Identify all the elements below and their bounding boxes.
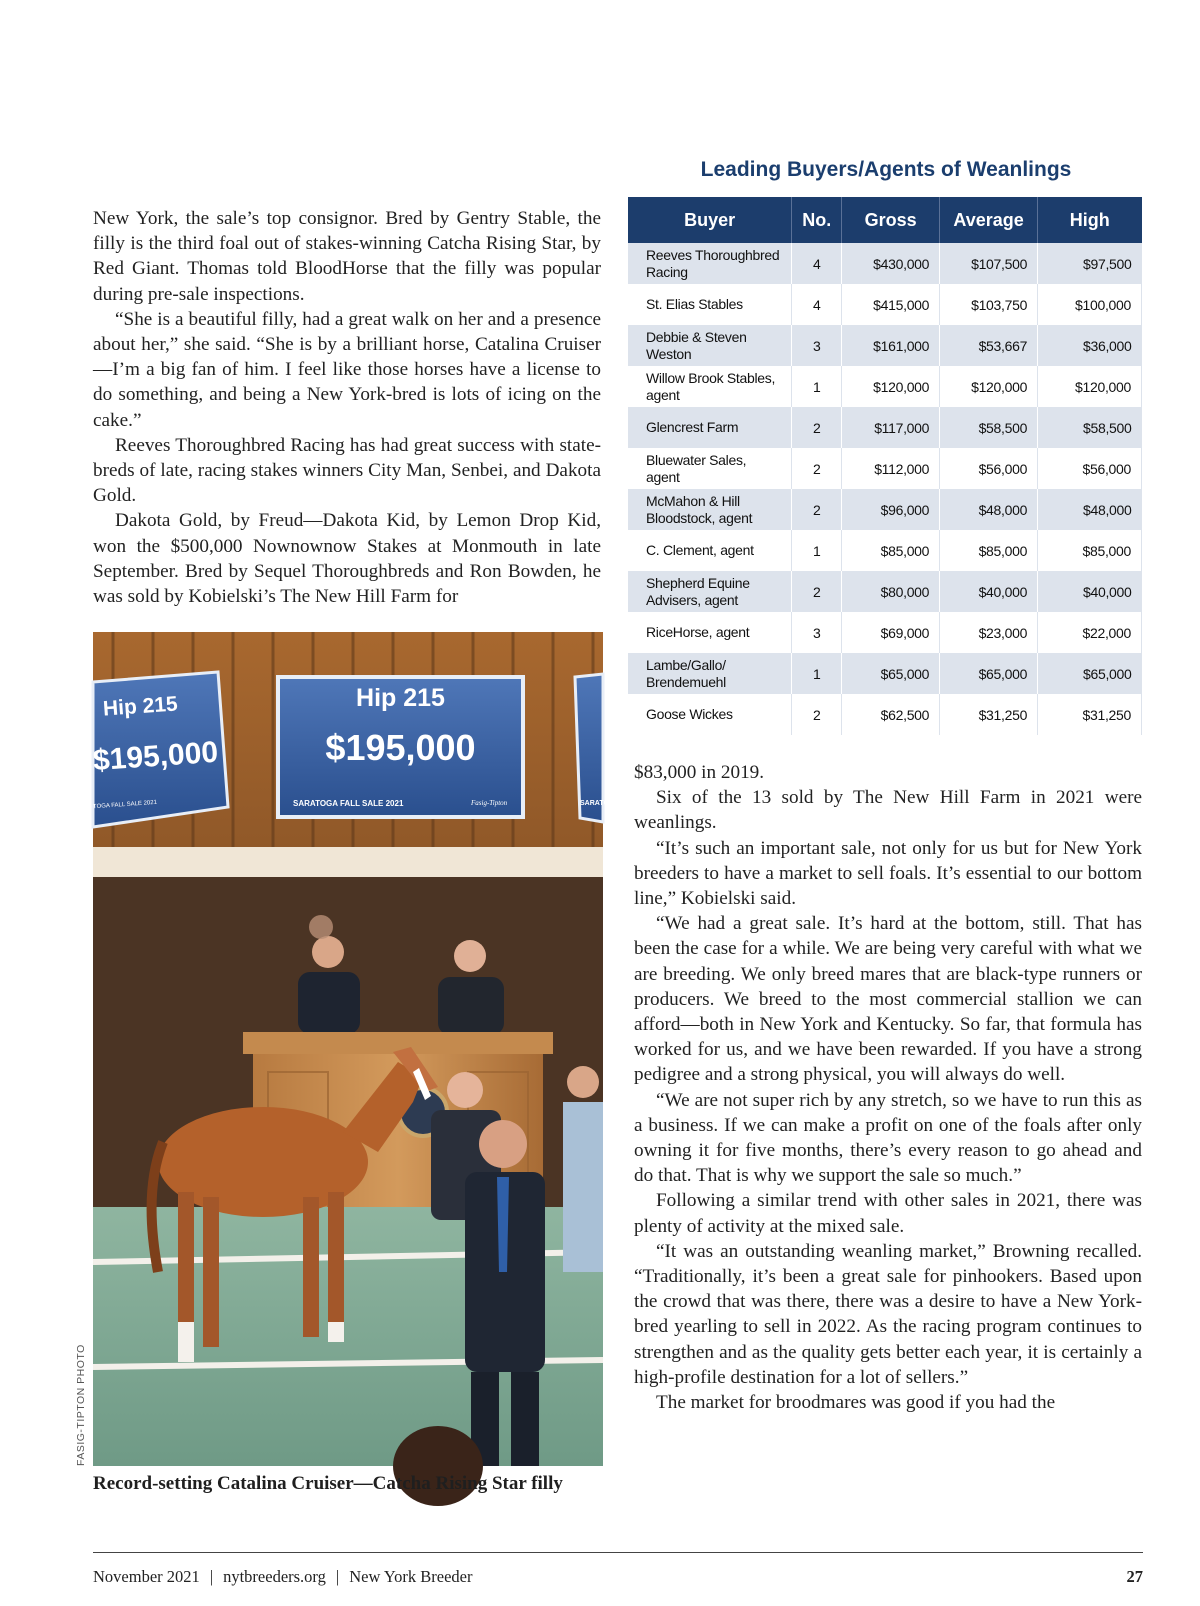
screen-left-sale: TOGA FALL SALE 2021 — [92, 799, 158, 811]
paragraph: Reeves Thoroughbred Racing has had great success with state-breds of late, racing stakes winners City Man, Senbei, and Dakota Gold. — [93, 434, 601, 507]
table-row — [628, 653, 1142, 694]
screen-left-hip: Hip 215 — [102, 692, 179, 721]
table-row — [628, 243, 1142, 284]
table-row — [628, 489, 1142, 530]
cell-no: 1 — [792, 653, 842, 694]
footer-date: November 2021 — [93, 1567, 200, 1586]
paragraph: Six of the 13 sold by The New Hill Farm in 2021 were weanlings. — [634, 787, 1142, 834]
cell-high: $48,000 — [1038, 489, 1142, 530]
table-row — [628, 325, 1142, 366]
cell-gross: $120,000 — [842, 366, 940, 407]
header-buyer: Buyer — [628, 197, 792, 243]
cell-no: 4 — [792, 243, 842, 284]
cell-no: 2 — [792, 571, 842, 612]
cell-gross: $161,000 — [842, 325, 940, 366]
cell-gross: $80,000 — [842, 571, 940, 612]
cell-buyer: Glencrest Farm — [628, 407, 792, 448]
cell-buyer: Reeves Thoroughbred Racing — [628, 243, 792, 284]
footer-separator: | — [335, 1567, 340, 1586]
paragraph: Dakota Gold, by Freud—Dakota Kid, by Lemon Drop Kid, won the $500,000 Nownownow Stakes at Monmouth in late September. Bred by Sequel Thoroughbreds and Ron Bowden, he was sold by Kobielski’s The New Hill Farm for — [93, 510, 601, 608]
screen-center-price: $195,000 — [325, 727, 476, 768]
footer-site-link[interactable]: nytbreeders.org — [223, 1567, 326, 1586]
cell-no: 2 — [792, 407, 842, 448]
paragraph: The market for broodmares was good if you had the — [656, 1392, 1056, 1414]
screen-center-hip: Hip 215 — [356, 684, 445, 712]
cell-no: 2 — [792, 489, 842, 530]
table-title: Leading Buyers/Agents of Weanlings — [700, 158, 1072, 181]
table-row — [628, 448, 1142, 489]
cell-gross: $430,000 — [842, 243, 940, 284]
paragraph: “It’s such an important sale, not only for us but for New York breeders to have a market to sell foals. It’s essential to our bottom line,” Kobielski said. — [634, 837, 1142, 910]
cell-no: 3 — [792, 325, 842, 366]
paragraph: “She is a beautiful filly, had a great walk on her and a presence about her,” she said. “She is by a brilliant horse, Catalina Cruiser—I’m a big fan of him. I feel like those horses have a license to do something, and being a New York-bred is lots of icing on the cake.” — [93, 308, 601, 431]
cell-high: $56,000 — [1038, 448, 1142, 489]
cell-no: 2 — [792, 694, 842, 735]
cell-high: $40,000 — [1038, 571, 1142, 612]
cell-average: $23,000 — [940, 612, 1038, 653]
cell-gross: $96,000 — [842, 489, 940, 530]
page-footer — [93, 1567, 1143, 1587]
cell-buyer: McMahon & Hill Bloodstock, agent — [628, 489, 792, 530]
cell-no: 3 — [792, 612, 842, 653]
footer-rule — [93, 1552, 1143, 1553]
table-row — [628, 694, 1142, 735]
screen-left-price: $195,000 — [91, 735, 220, 778]
header-gross: Gross — [842, 197, 940, 243]
cell-high: $58,500 — [1038, 407, 1142, 448]
photo-caption: Record-setting Catalina Cruiser—Catcha Rising Star filly — [93, 1473, 563, 1494]
footer-publication: New York Breeder — [349, 1567, 473, 1586]
footer-separator: | — [209, 1567, 214, 1586]
page-number: 27 — [1126, 1567, 1143, 1586]
cell-high: $120,000 — [1038, 366, 1142, 407]
cell-gross: $65,000 — [842, 653, 940, 694]
cell-average: $48,000 — [940, 489, 1038, 530]
cell-gross: $85,000 — [842, 530, 940, 571]
right-column — [634, 760, 1142, 1415]
paragraph: New York, the sale’s top consignor. Bred by Gentry Stable, the filly is the third foal out of stakes-winning Catcha Rising Star, by Red Giant. Thomas told BloodHorse that the filly was popular during pre-sale inspections. — [93, 208, 601, 305]
paragraph: “We had a great sale. It’s hard at the bottom, still. That has been the case for a while. We are being very careful with what we are breeding. We only breed mares that are black-type runners or producers. We breed to the most commercial stallion we can afford—both in New York and Kentucky. So far, that formula has worked for us, and we have been rewarded. If you have a strong pedigree and a strong physical, you will always do well. — [634, 913, 1142, 1086]
table-row — [628, 530, 1142, 571]
cell-gross: $69,000 — [842, 612, 940, 653]
cell-no: 1 — [792, 366, 842, 407]
cell-buyer: Lambe/Gallo/ Brendemuehl — [628, 653, 792, 694]
cell-average: $56,000 — [940, 448, 1038, 489]
cell-buyer: C. Clement, agent — [628, 530, 792, 571]
cell-high: $100,000 — [1038, 284, 1142, 325]
cell-average: $58,500 — [940, 407, 1038, 448]
cell-buyer: Debbie & Steven Weston — [628, 325, 792, 366]
cell-buyer: RiceHorse, agent — [628, 612, 792, 653]
cell-buyer: St. Elias Stables — [628, 284, 792, 325]
cell-average: $31,250 — [940, 694, 1038, 735]
paragraph: “We are not super rich by any stretch, so we have to run this as a business. If we can make a profit on one of the foals after only owning it for five months, there’s every reason to go ahead and do that. That is why we support the sale so much.” — [634, 1089, 1142, 1187]
cell-average: $40,000 — [940, 571, 1038, 612]
cell-buyer: Goose Wickes — [628, 694, 792, 735]
cell-high: $85,000 — [1038, 530, 1142, 571]
cell-average: $53,667 — [940, 325, 1038, 366]
cell-high: $31,250 — [1038, 694, 1142, 735]
paragraph: “It was an outstanding weanling market,” Browning recalled. “Traditionally, it’s been a great sale for pinhookers. Based upon the crowd that was there, there was a desire to have a New York-bred yearling to sell in 2022. As the racing program continues to strengthen and as the quality gets better each year, it is certainly a high-profile destination for a lot of sellers.” — [634, 1240, 1142, 1388]
table-row — [628, 407, 1142, 448]
table-row — [628, 284, 1142, 325]
screen-center-sale: SARATOGA FALL SALE 2021 — [293, 799, 404, 808]
cell-high: $65,000 — [1038, 653, 1142, 694]
cell-average: $120,000 — [940, 366, 1038, 407]
cell-no: 4 — [792, 284, 842, 325]
cell-no: 1 — [792, 530, 842, 571]
cell-high: $97,500 — [1038, 243, 1142, 284]
auction-photo — [91, 632, 609, 1466]
cell-average: $103,750 — [940, 284, 1038, 325]
screen-right-sale: SARATO — [580, 800, 609, 807]
cell-gross: $117,000 — [842, 407, 940, 448]
table-body — [628, 243, 1142, 735]
table-row — [628, 571, 1142, 612]
photo-credit: FASIG-TIPTON PHOTO — [75, 1344, 87, 1466]
cell-gross: $415,000 — [842, 284, 940, 325]
header-high: High — [1038, 197, 1142, 243]
cell-average: $85,000 — [940, 530, 1038, 571]
cell-gross: $62,500 — [842, 694, 940, 735]
buyers-table — [628, 197, 1142, 735]
cell-high: $36,000 — [1038, 325, 1142, 366]
header-no: No. — [792, 197, 842, 243]
cell-buyer: Bluewater Sales, agent — [628, 448, 792, 489]
table-header-row — [628, 197, 1142, 243]
screen-center-logo: Fasig-Tipton — [471, 799, 508, 807]
paragraph: $83,000 in 2019. — [634, 762, 765, 783]
table-row — [628, 366, 1142, 407]
cell-average: $65,000 — [940, 653, 1038, 694]
cell-no: 2 — [792, 448, 842, 489]
cell-gross: $112,000 — [842, 448, 940, 489]
cell-high: $22,000 — [1038, 612, 1142, 653]
left-column — [93, 206, 601, 609]
cell-buyer: Shepherd Equine Advisers, agent — [628, 571, 792, 612]
cell-buyer: Willow Brook Stables, agent — [628, 366, 792, 407]
paragraph: Following a similar trend with other sales in 2021, there was plenty of activity at the mixed sale. — [634, 1190, 1142, 1237]
cell-average: $107,500 — [940, 243, 1038, 284]
table-row — [628, 612, 1142, 653]
header-average: Average — [940, 197, 1038, 243]
